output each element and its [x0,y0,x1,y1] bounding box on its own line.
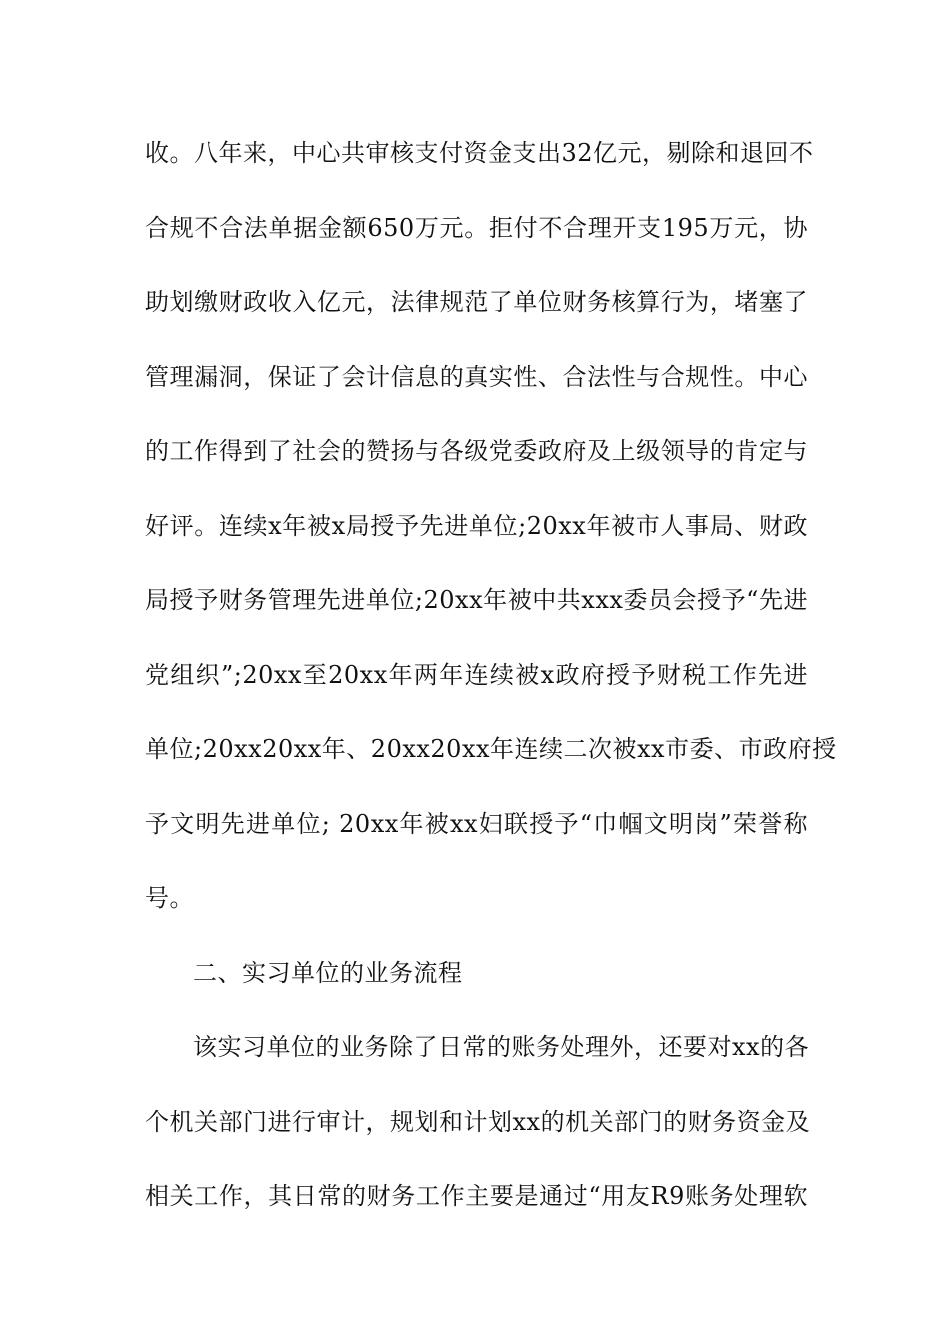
paragraph-line: 合规不合法单据金额650万元。拒付不合理开支195万元，协 [145,214,808,242]
paragraph-line: 该实习单位的业务除了日常的账务处理外，还要对xx的各 [193,1033,810,1061]
paragraph-line: 个机关部门进行审计，规划和计划xx的机关部门的财务资金及 [145,1108,811,1136]
paragraph-line: 局授予财务管理先进单位;20xx年被中共xxx委员会授予“先进 [145,586,808,614]
paragraph-line: 的工作得到了社会的赞扬与各级党委政府及上级领导的肯定与 [145,437,808,465]
paragraph-line: 予文明先进单位; 20xx年被xx妇联授予“巾帼文明岗”荣誉称 [145,810,808,838]
paragraph-line: 好评。连续x年被x局授予先进单位;20xx年被市人事局、财政 [145,512,808,540]
paragraph-line: 单位;20xx20xx年、20xx20xx年连续二次被xx市委、市政府授 [145,735,837,763]
paragraph-line: 收。八年来，中心共审核支付资金支出32亿元，剔除和退回不 [145,139,814,167]
paragraph-line: 党组织”;20xx至20xx年两年连续被x政府授予财税工作先进 [145,661,808,689]
paragraph-line: 号。 [145,884,194,912]
section-heading: 二、实习单位的业务流程 [193,959,463,987]
paragraph-line: 相关工作，其日常的财务工作主要是通过“用友R9账务处理软 [145,1182,808,1210]
paragraph-line: 管理漏洞，保证了会计信息的真实性、合法性与合规性。中心 [145,363,808,391]
paragraph-line: 助划缴财政收入亿元，法律规范了单位财务核算行为，堵塞了 [145,288,808,316]
